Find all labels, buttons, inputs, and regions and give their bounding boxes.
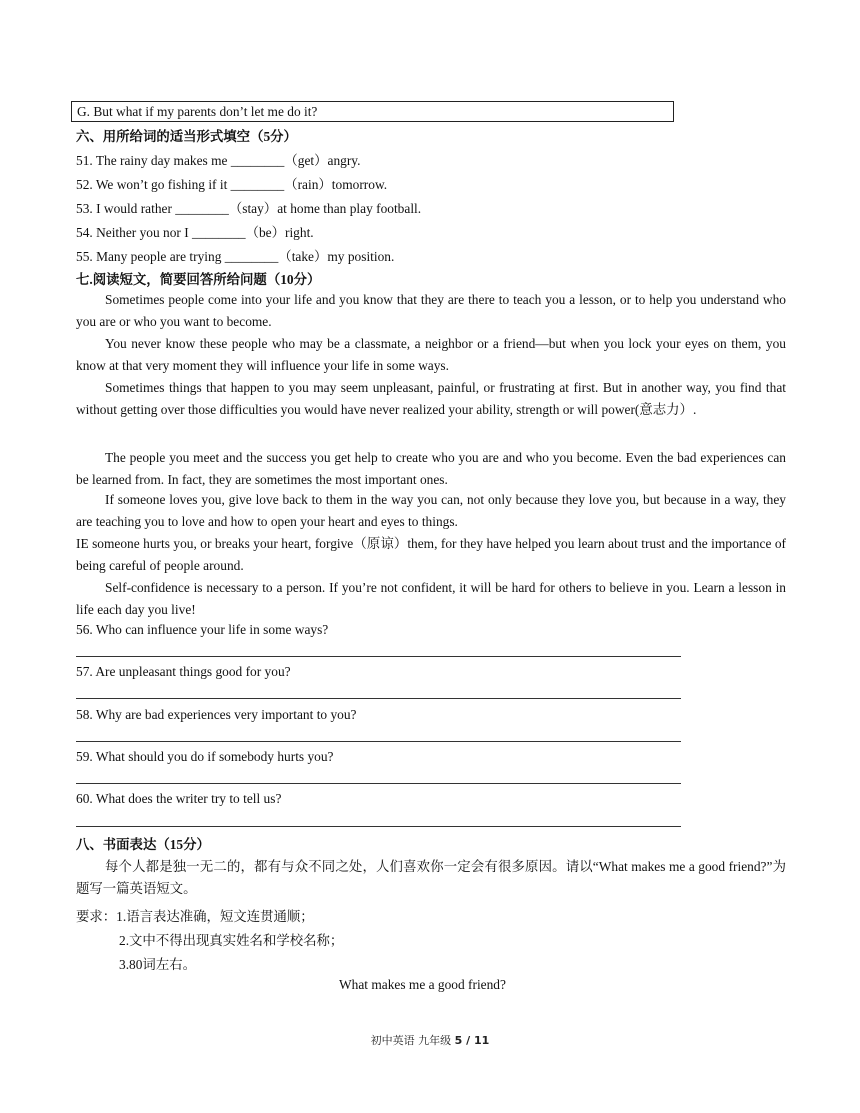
section7-title: 七.阅读短文，简要回答所给问题（10分） xyxy=(76,272,321,287)
option-g-text: G. But what if my parents don’t let me do it? xyxy=(77,104,318,119)
essay-title: What makes me a good friend? xyxy=(339,977,506,992)
option-g-box xyxy=(71,101,674,122)
question-55: 55. Many people are trying ________（take）my position. xyxy=(76,249,395,264)
question-57: 57. Are unpleasant things good for you? xyxy=(76,664,291,679)
footer-label: 初中英语 九年级 xyxy=(370,1034,455,1047)
passage-paragraph-7: Self-confidence is necessary to a person. If you’re not confident, it will be hard for others to believe in you. Learn a lesson in life each day you live! xyxy=(76,580,786,617)
requirement-2: 2.文中不得出现真实姓名和学校名称； xyxy=(119,933,344,948)
section8-title: 八、书面表达（15分） xyxy=(76,837,210,852)
answer-line-60[interactable] xyxy=(76,826,681,827)
writing-prompt: 每个人都是独一无二的，都有与众不同之处，人们喜欢你一定会有很多原因。请以“What makes me a good friend?”为题写一篇英语短文。 xyxy=(76,859,786,896)
passage-paragraph-1: Sometimes people come into your life and you know that they are there to teach you a lesson, or to help you understand who you are or who you want to become. xyxy=(76,292,786,329)
question-56: 56. Who can influence your life in some ways? xyxy=(76,622,329,637)
question-54: 54. Neither you nor I ________（be）right. xyxy=(76,225,314,240)
answer-line-59[interactable] xyxy=(76,783,681,784)
page-number: 5 / 11 xyxy=(454,1034,490,1047)
question-60: 60. What does the writer try to tell us? xyxy=(76,791,282,806)
answer-line-57[interactable] xyxy=(76,698,681,699)
question-59: 59. What should you do if somebody hurts you? xyxy=(76,749,334,764)
section6-title: 六、用所给词的适当形式填空（5分） xyxy=(76,129,297,144)
question-53: 53. I would rather ________（stay）at home than play football. xyxy=(76,201,422,216)
question-58: 58. Why are bad experiences very important to you? xyxy=(76,707,357,722)
requirement-1: 要求：1.语言表达准确，短文连贯通顺； xyxy=(76,909,314,924)
passage-paragraph-3: Sometimes things that happen to you may seem unpleasant, painful, or frustrating at first. But in another way, you find that without getting over those difficulties you would have never realized your ability, strength or will power(意志力）. xyxy=(76,380,786,417)
answer-line-58[interactable] xyxy=(76,741,681,742)
passage-paragraph-4: The people you meet and the success you get help to create who you are and who you become. Even the bad experiences can be learned from. In fact, they are sometimes the most important ones. xyxy=(76,450,786,487)
passage-paragraph-5: If someone loves you, give love back to them in the way you can, not only because they love you, but because in a way, they are teaching you to love and how to open your heart and eyes to things. xyxy=(76,492,786,529)
question-51: 51. The rainy day makes me ________（get）angry. xyxy=(76,153,361,168)
question-52: 52. We won’t go fishing if it ________（rain）tomorrow. xyxy=(76,177,388,192)
passage-paragraph-2: You never know these people who may be a classmate, a neighbor or a friend—but when you lock your eyes on them, you know at that very moment they will influence your life in some ways. xyxy=(76,336,786,373)
page-footer xyxy=(0,1032,860,1048)
passage-paragraph-6: IE someone hurts you, or breaks your heart, forgive（原谅）them, for they have helped you learn about trust and the importance of being careful of people around. xyxy=(76,536,786,573)
answer-line-56[interactable] xyxy=(76,656,681,657)
requirement-3: 3.80词左右。 xyxy=(119,957,196,972)
